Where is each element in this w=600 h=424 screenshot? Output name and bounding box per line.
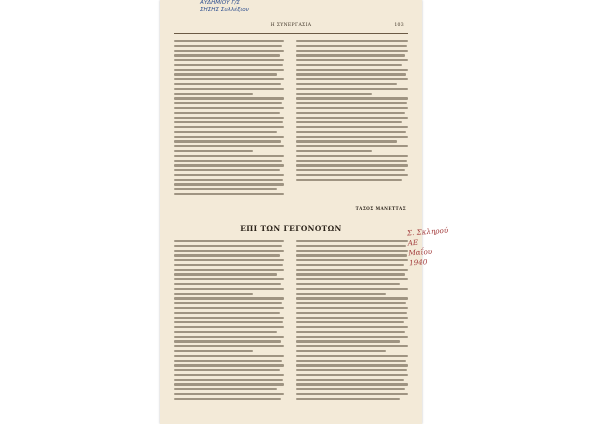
text-line: [174, 145, 284, 147]
text-line: [174, 179, 283, 181]
text-line: [174, 188, 277, 190]
text-line: [296, 331, 405, 333]
ownership-stamp: [200, 0, 249, 14]
handwritten-margin-note: [407, 224, 480, 269]
text-line: [174, 59, 284, 61]
text-line: [174, 45, 282, 47]
text-line: [296, 169, 405, 171]
text-line: [296, 278, 408, 280]
text-line: [174, 374, 284, 376]
text-line: [174, 140, 281, 142]
text-line: [296, 388, 405, 390]
text-line: [296, 78, 408, 80]
text-line: [296, 93, 372, 95]
text-line: [296, 393, 408, 395]
text-line: [174, 64, 283, 66]
margin-note-line-2: ΑΕ: [407, 237, 419, 248]
header-rule: [174, 33, 408, 34]
text-line: [296, 174, 408, 176]
text-line: [296, 97, 408, 99]
text-line: [296, 364, 408, 366]
text-line: [174, 155, 284, 157]
text-line: [174, 250, 284, 252]
text-line: [174, 297, 284, 299]
text-line: [174, 388, 277, 390]
text-line: [296, 317, 408, 319]
text-line: [296, 374, 408, 376]
text-line: [174, 174, 284, 176]
text-line: [174, 164, 284, 166]
text-line: [296, 350, 386, 352]
text-line: [296, 69, 408, 71]
text-line: [296, 40, 408, 42]
text-line: [174, 321, 283, 323]
text-line: [296, 112, 405, 114]
text-line: [296, 59, 408, 61]
stamp-line-2: ΣΗΣΗΣ Συλλέξιον: [200, 7, 249, 13]
text-line: [174, 126, 284, 128]
text-line: [174, 302, 282, 304]
text-line: [296, 102, 407, 104]
text-line: [174, 398, 281, 400]
text-line: [174, 293, 253, 295]
text-line: [174, 136, 284, 138]
text-line: [174, 326, 284, 328]
text-line: [174, 83, 281, 85]
running-head: [160, 23, 422, 31]
text-line: [174, 54, 280, 56]
text-line: [174, 150, 253, 152]
page-number: 103: [394, 23, 404, 28]
text-line: [296, 302, 406, 304]
text-line: [296, 54, 405, 56]
text-line: [174, 78, 284, 80]
text-line: [174, 345, 284, 347]
text-line: [296, 254, 407, 256]
text-line: [296, 283, 400, 285]
text-line: [296, 326, 408, 328]
text-line: [174, 88, 284, 90]
text-line: [174, 112, 280, 114]
text-line: [296, 321, 404, 323]
text-line: [296, 369, 407, 371]
article-headline: ΕΠΙ ΤΩΝ ΓΕΓΟΝΟΤΩΝ: [240, 224, 342, 233]
text-line: [174, 97, 284, 99]
text-line: [174, 245, 282, 247]
article-signature: ΤΑΣΟΣ ΜΑΝΕΤΤΑΣ: [355, 206, 406, 211]
text-line: [296, 240, 408, 242]
text-line: [296, 83, 397, 85]
text-line: [174, 169, 280, 171]
text-line: [296, 140, 397, 142]
text-line: [296, 117, 408, 119]
text-line: [296, 245, 406, 247]
text-line: [174, 283, 281, 285]
text-line: [174, 307, 284, 309]
text-line: [296, 179, 402, 181]
text-line: [296, 273, 405, 275]
text-line: [296, 383, 408, 385]
text-line: [296, 107, 408, 109]
text-line: [296, 73, 406, 75]
text-line: [296, 336, 408, 338]
text-line: [174, 288, 284, 290]
text-line: [296, 131, 406, 133]
text-line: [296, 269, 408, 271]
text-line: [174, 240, 284, 242]
text-line: [174, 369, 280, 371]
journal-title: Η ΣΥΝΕΡΓΑΣΙΑ: [270, 23, 312, 28]
text-line: [174, 183, 284, 185]
text-line: [174, 273, 277, 275]
text-line: [174, 383, 284, 385]
text-line: [174, 160, 282, 162]
stamp-line-1: ΑΥΔΗΜΙΟΥ Γ/Σ: [200, 0, 240, 6]
text-line: [174, 107, 284, 109]
text-line: [296, 307, 408, 309]
text-line: [296, 259, 408, 261]
text-line: [296, 126, 408, 128]
text-line: [174, 379, 283, 381]
text-line: [296, 264, 404, 266]
text-line: [174, 331, 277, 333]
text-line: [296, 345, 408, 347]
text-line: [296, 50, 408, 52]
text-line: [174, 50, 284, 52]
text-line: [296, 121, 402, 123]
text-line: [174, 340, 281, 342]
text-line: [296, 312, 407, 314]
text-line: [296, 398, 400, 400]
text-line: [296, 288, 408, 290]
text-line: [296, 379, 404, 381]
text-line: [174, 364, 284, 366]
bottom-left-column: [174, 240, 284, 403]
text-line: [296, 340, 400, 342]
text-line: [296, 136, 408, 138]
text-line: [296, 145, 408, 147]
text-line: [296, 88, 408, 90]
text-line: [296, 164, 408, 166]
text-line: [174, 93, 253, 95]
bottom-right-column: [296, 240, 408, 403]
top-left-column: [174, 40, 284, 198]
text-line: [174, 336, 284, 338]
text-line: [296, 64, 402, 66]
text-line: [174, 278, 284, 280]
text-line: [174, 40, 284, 42]
text-line: [174, 312, 280, 314]
top-right-column: [296, 40, 408, 183]
text-line: [174, 254, 280, 256]
text-line: [174, 259, 284, 261]
text-line: [174, 317, 284, 319]
text-line: [174, 102, 282, 104]
text-line: [174, 393, 284, 395]
margin-note-line-4: 1940: [408, 257, 428, 268]
text-line: [296, 155, 408, 157]
text-line: [174, 121, 283, 123]
document-page: [160, 0, 422, 424]
margin-note-line-3: Μαΐου: [408, 246, 433, 258]
text-line: [296, 45, 407, 47]
text-line: [174, 360, 282, 362]
margin-note-line-1: Σ. Σκληρού: [406, 225, 449, 238]
text-line: [296, 360, 406, 362]
text-line: [296, 293, 386, 295]
text-line: [174, 193, 284, 195]
text-line: [174, 350, 253, 352]
text-line: [174, 355, 284, 357]
text-line: [174, 264, 283, 266]
text-line: [296, 150, 372, 152]
text-line: [174, 269, 284, 271]
text-line: [296, 250, 408, 252]
text-line: [174, 69, 284, 71]
text-line: [296, 297, 408, 299]
text-line: [174, 131, 277, 133]
text-line: [174, 73, 277, 75]
text-line: [296, 160, 407, 162]
text-line: [296, 355, 408, 357]
text-line: [174, 117, 284, 119]
